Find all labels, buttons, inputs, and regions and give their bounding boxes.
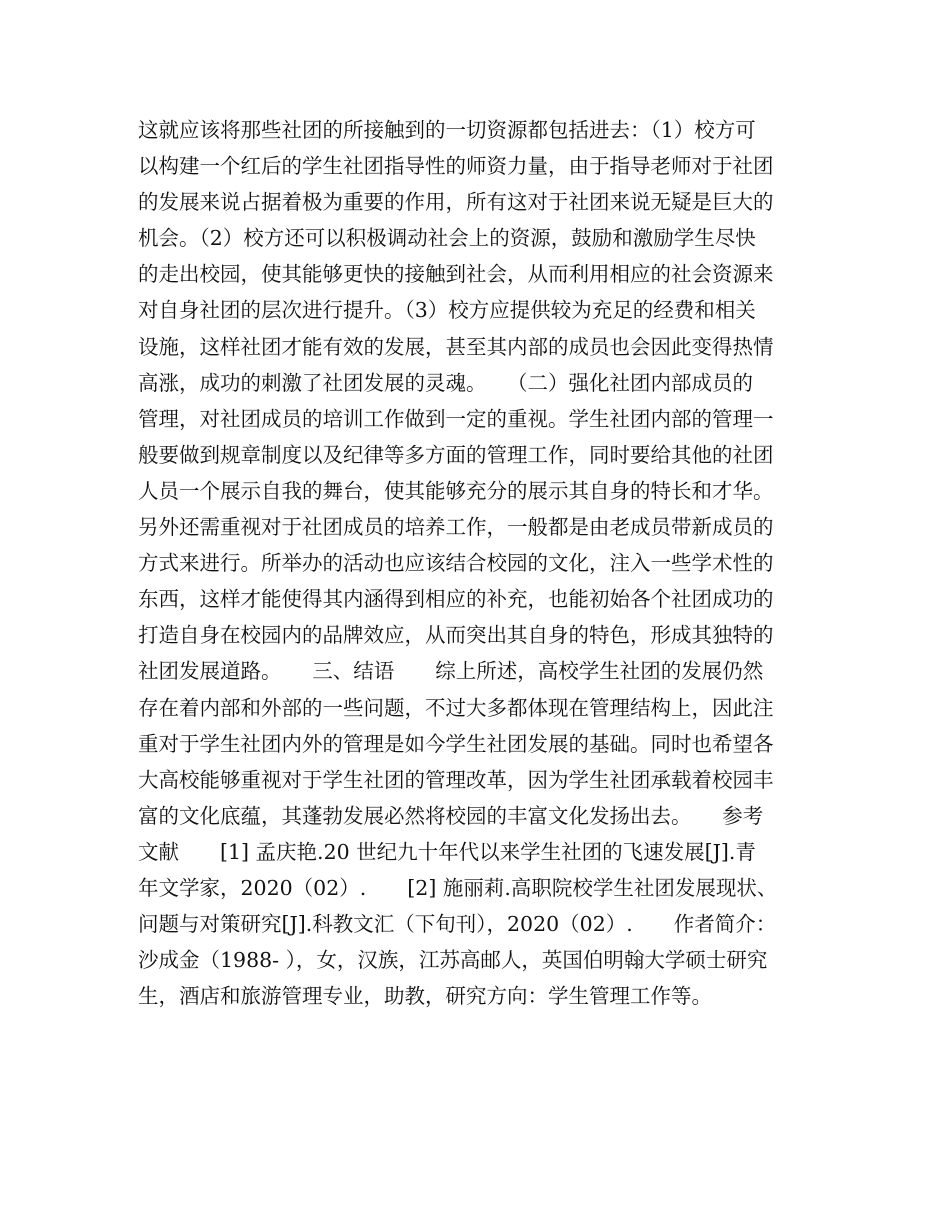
text-line: 东西，这样才能使得其内涵得到相应的补充，也能初始各个社团成功的	[138, 587, 774, 612]
text-line: 管理，对社团成员的培训工作做到一定的重视。学生社团内部的管理一	[138, 406, 774, 431]
text-line: 机会。（2）校方还可以积极调动社会上的资源，鼓励和激励学生尽快	[138, 226, 756, 251]
body-text	[138, 112, 838, 1014]
text-line: 沙成金（1988- ），女，汉族，江苏高邮人，英国伯明翰大学硕士研究	[138, 948, 768, 973]
text-line: 打造自身在校园内的品牌效应，从而突出其自身的特色，形成其独特的	[138, 623, 774, 648]
text-line: 大高校能够重视对于学生社团的管理改革，因为学生社团承载着校园丰	[138, 767, 774, 792]
text-line: 另外还需重视对于社团成员的培养工作，一般都是由老成员带新成员的	[138, 515, 774, 540]
text-line: 般要做到规章制度以及纪律等多方面的管理工作，同时要给其他的社团	[138, 442, 774, 467]
text-line: 重对于学生社团内外的管理是如今学生社团发展的基础。同时也希望各	[138, 731, 774, 756]
text-line: 问题与对策研究[J].科教文汇（下旬刊），2020（02）. 作者简介：	[138, 912, 777, 937]
text-line: 存在着内部和外部的一些问题，不过大多都体现在管理结构上，因此注	[138, 695, 774, 720]
text-line: 社团发展道路。 三、结语 综上所述，高校学生社团的发展仍然	[138, 659, 764, 684]
text-line: 文献 [1] 孟庆艳.20 世纪九十年代以来学生社团的飞速发展[J].青	[138, 839, 756, 864]
text-line: 的走出校园，使其能够更快的接触到社会，从而利用相应的社会资源来	[138, 262, 774, 287]
text-line: 设施，这样社团才能有效的发展，甚至其内部的成员也会因此变得热情	[138, 334, 774, 359]
text-line: 年文学家，2020（02）. [2] 施丽莉.高职院校学生社团发展现状、	[138, 875, 778, 900]
text-line: 人员一个展示自我的舞台，使其能够充分的展示其自身的特长和才华。	[138, 478, 774, 503]
text-line: 这就应该将那些社团的所接触到的一切资源都包括进去：（1）校方可	[138, 118, 756, 142]
text-line: 以构建一个红后的学生社团指导性的师资力量，由于指导老师对于社团	[138, 154, 774, 179]
text-line: 生，酒店和旅游管理专业，助教，研究方向：学生管理工作等。	[138, 984, 712, 1009]
text-line: 的发展来说占据着极为重要的作用，所有这对于社团来说无疑是巨大的	[138, 190, 774, 215]
text-line: 对自身社团的层次进行提升。（3）校方应提供较为充足的经费和相关	[138, 298, 756, 323]
text-line: 方式来进行。所举办的活动也应该结合校园的文化，注入一些学术性的	[138, 551, 774, 576]
text-line: 高涨，成功的刺激了社团发展的灵魂。 （二）强化社团内部成员的	[138, 370, 753, 395]
text-line: 富的文化底蕴，其蓬勃发展必然将校园的丰富文化发扬出去。 参考	[138, 803, 764, 828]
